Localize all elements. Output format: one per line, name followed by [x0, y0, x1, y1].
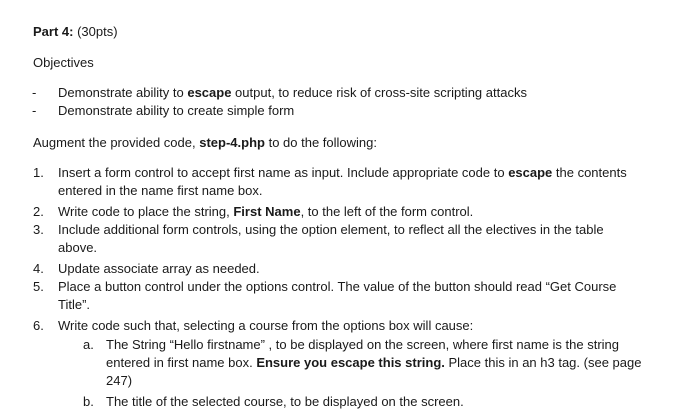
objective-text-after: output, to reduce risk of cross-site scripting attacks	[231, 85, 527, 100]
step-number: 1.	[33, 165, 44, 180]
intro-after: to do the following:	[264, 135, 377, 150]
substep-letter: b.	[83, 394, 94, 409]
intro-paragraph	[33, 134, 377, 152]
step-text	[58, 164, 627, 182]
step-text: Place a button control under the options control. The value of the button should read “Get Course	[58, 279, 617, 294]
intro-filename: step-4.php	[199, 135, 265, 150]
step-number: 5.	[33, 279, 44, 294]
step-number: 4.	[33, 261, 44, 276]
objective-text-before: Demonstrate ability to	[58, 85, 188, 100]
objectives-title: Objectives	[33, 55, 94, 70]
substep-text: The title of the selected course, to be displayed on the screen.	[106, 394, 464, 409]
substep-letter: a.	[83, 337, 94, 352]
substep-continuation: 247)	[106, 373, 133, 388]
part-heading	[33, 23, 118, 41]
step-text-after: , to the left of the form control.	[300, 204, 474, 219]
step-text: Update associate array as needed.	[58, 261, 260, 276]
step-text-before: Write code to place the string,	[58, 204, 234, 219]
part-label: Part 4:	[33, 24, 74, 39]
substep-text-before: entered in first name box.	[106, 355, 257, 370]
substep-continuation	[106, 354, 641, 372]
step-continuation: Title”.	[58, 297, 91, 312]
bullet-dash: -	[32, 85, 37, 100]
objective-bold: escape	[187, 85, 232, 100]
step-number: 6.	[33, 318, 44, 333]
step-text: Include additional form controls, using the option element, to reflect all the electives in the table	[58, 222, 604, 237]
substep-bold: Ensure you escape this string.	[256, 355, 445, 370]
substep-text-after: Place this in an h3 tag. (see page	[444, 355, 642, 370]
intro-before: Augment the provided code,	[33, 135, 200, 150]
step-bold: First Name	[233, 204, 301, 219]
objective-text: Demonstrate ability to create simple form	[58, 103, 295, 118]
step-text-after: the contents	[552, 165, 627, 180]
step-text: Write code such that, selecting a course from the options box will cause:	[58, 318, 474, 333]
step-text	[58, 203, 473, 221]
step-number: 3.	[33, 222, 44, 237]
step-continuation: entered in the name first name box.	[58, 183, 263, 198]
step-number: 2.	[33, 204, 44, 219]
step-text-before: Insert a form control to accept first name as input. Include appropriate code to	[58, 165, 509, 180]
bullet-dash: -	[32, 103, 37, 118]
points-label: (30pts)	[77, 24, 118, 39]
step-continuation: above.	[58, 240, 98, 255]
objective-text	[58, 84, 527, 102]
substep-text: The String “Hello firstname” , to be displayed on the screen, where first name is the string	[106, 337, 620, 352]
step-bold: escape	[508, 165, 553, 180]
